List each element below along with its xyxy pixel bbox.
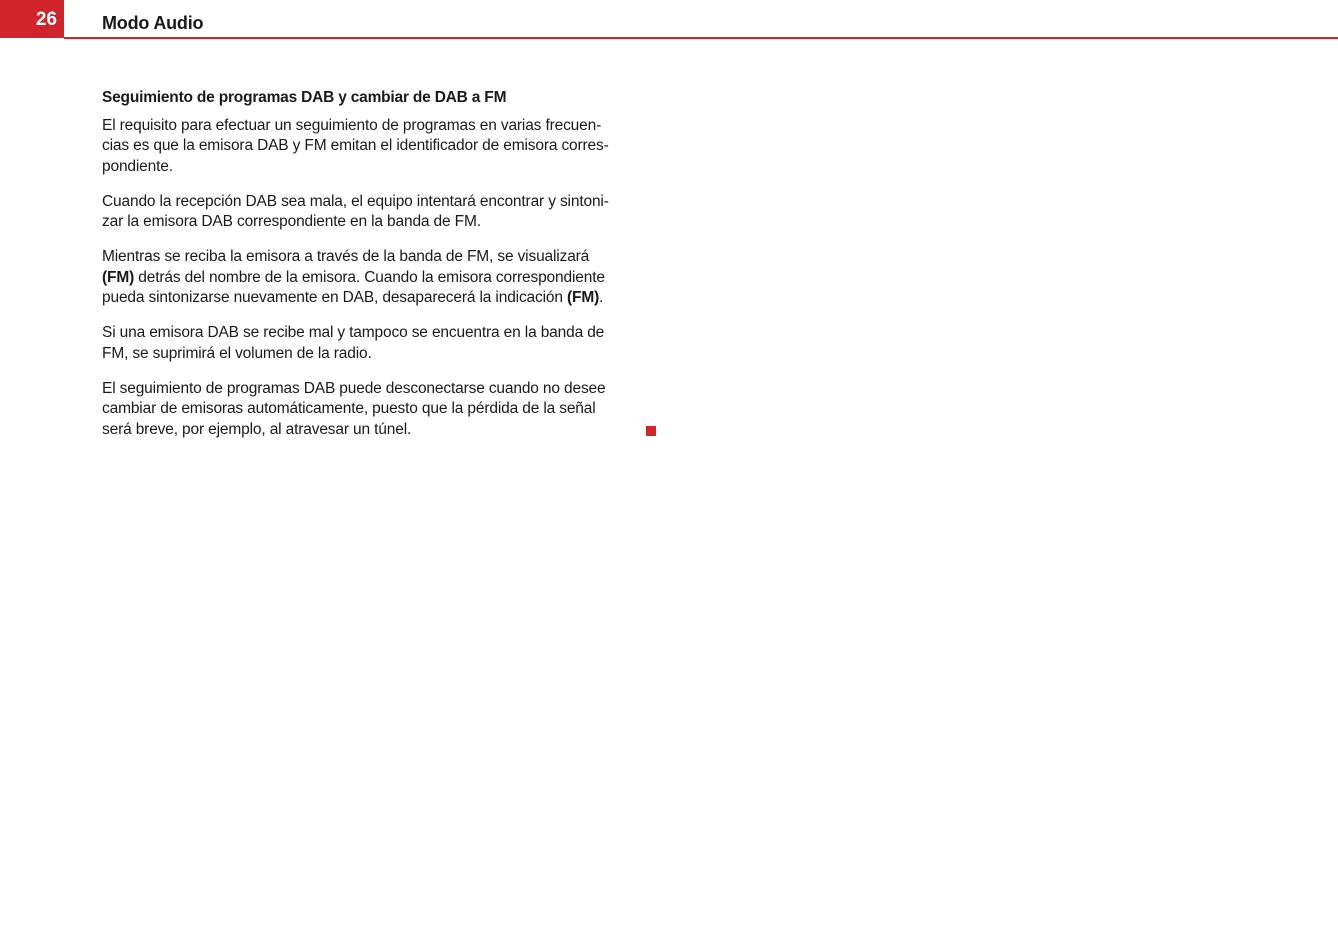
section-heading: Seguimiento de programas DAB y cambiar de DAB a FM (102, 89, 507, 106)
paragraph-4-line-1: Si una emisora DAB se recibe mal y tampoco se encuentra en la banda de (102, 324, 605, 342)
fm-indicator-2: (FM) (567, 289, 600, 307)
page-number (0, 0, 64, 38)
paragraph-4-line-2: FM, se suprimirá el volumen de la radio. (102, 344, 372, 362)
page-title: Modo Audio (102, 13, 204, 33)
paragraph-3-line-2: detrás del nombre de la emisora. Cuando la emisora correspondiente (134, 268, 605, 286)
paragraph-1-line-2: cias es que la emisora DAB y FM emitan el identificador de emisora corres- (102, 137, 609, 155)
paragraph-2-line-1: Cuando la recepción DAB sea mala, el equipo intentará encontrar y sintoni- (102, 192, 609, 210)
fm-indicator: (FM) (102, 268, 135, 286)
paragraph-5-line-1: El seguimiento de programas DAB puede desconectarse cuando no desee (102, 379, 606, 397)
paragraph-5 (102, 379, 642, 440)
paragraph-3-line-3: pueda sintonizarse nuevamente en DAB, desaparecerá la indicación (102, 289, 568, 307)
paragraph-3-line-1: Mientras se reciba la emisora a través de la banda de FM, se visualizará (102, 248, 590, 266)
header-rule (64, 37, 1338, 39)
paragraph-3 (102, 247, 642, 308)
paragraph-3-period: . (599, 289, 604, 307)
paragraph-5-line-2: cambiar de emisoras automáticamente, puesto que la pérdida de la señal (102, 400, 596, 418)
paragraph-5-line-3: será breve, por ejemplo, al atravesar un túnel. (102, 420, 412, 438)
paragraph-1-line-3: pondiente. (102, 157, 173, 175)
main-content (102, 88, 642, 455)
paragraph-1 (102, 116, 642, 177)
section-end-marker-icon (646, 426, 656, 436)
paragraph-4 (102, 323, 642, 364)
page-number-text: 26 (35, 9, 57, 30)
paragraph-2-line-2: zar la emisora DAB correspondiente en la banda de FM. (102, 213, 481, 231)
paragraph-1-line-1: El requisito para efectuar un seguimiento de programas en varias frecuen- (102, 117, 602, 134)
paragraph-2 (102, 192, 642, 233)
